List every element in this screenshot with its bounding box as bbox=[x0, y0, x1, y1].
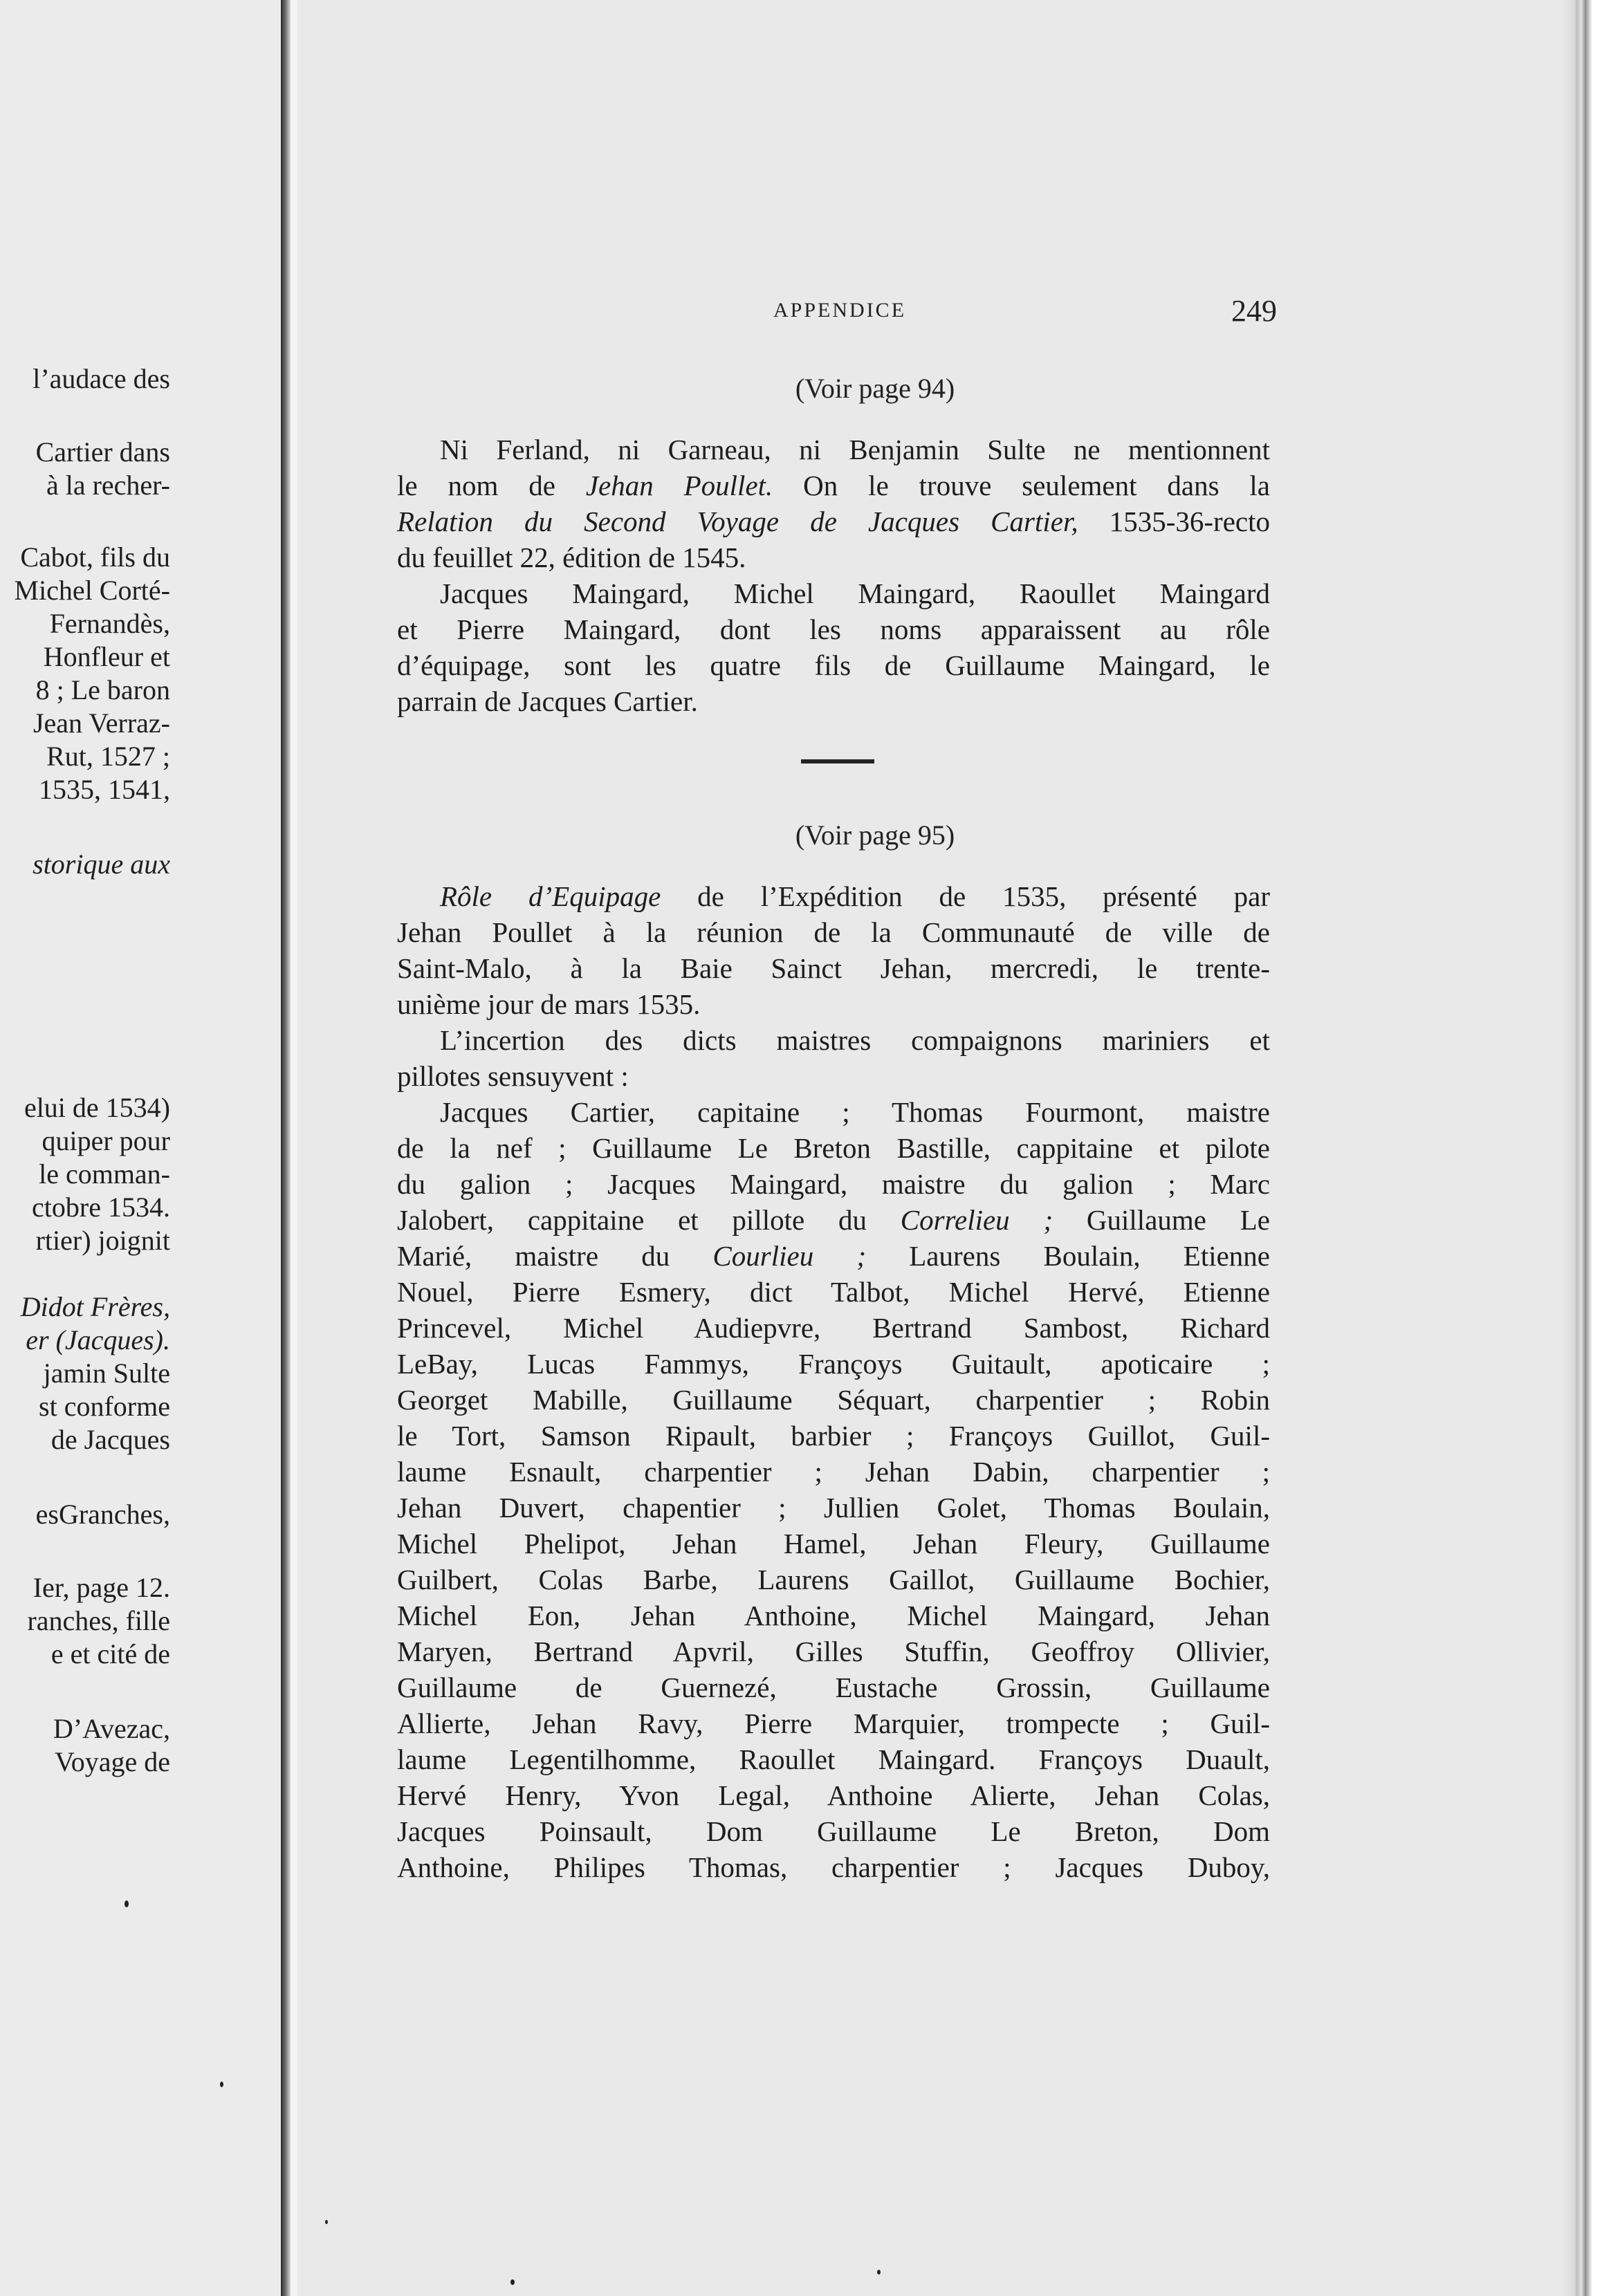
left-text-line: Ier, page 12. bbox=[33, 1572, 170, 1603]
text-line: Saint-Malo, à la Baie Sainct Jehan, mercredi, le trente- bbox=[397, 952, 1270, 984]
left-text-line: Didot Frères, bbox=[20, 1291, 170, 1322]
dust-speck bbox=[325, 2220, 328, 2224]
text-line: Jacques Poinsault, Dom Guillaume Le Breton, Dom bbox=[397, 1815, 1270, 1847]
left-text-line: elui de 1534) bbox=[24, 1092, 170, 1123]
text-line: laume Legentilhomme, Raoullet Maingard. Françoys Duault, bbox=[397, 1743, 1270, 1775]
left-text-line: Voyage de bbox=[55, 1746, 170, 1777]
text-span: le nom de bbox=[397, 470, 586, 501]
left-text-line: ranches, fille bbox=[27, 1605, 170, 1636]
text-line bbox=[397, 1202, 1270, 1238]
text-span: Jalobert, cappitaine et pillote du bbox=[397, 1204, 901, 1236]
italic-ship-name: Correlieu ; bbox=[900, 1204, 1053, 1236]
text-line bbox=[397, 467, 1270, 503]
text-span: 1535-36-recto bbox=[1078, 506, 1270, 537]
text-line bbox=[397, 1238, 1270, 1274]
text-line: laume Esnault, charpentier ; Jehan Dabin, charpentier ; bbox=[397, 1456, 1270, 1488]
left-text-line: e et cité de bbox=[50, 1638, 170, 1669]
left-text-line: à la recher- bbox=[46, 470, 170, 501]
left-text-line: Michel Corté- bbox=[14, 575, 170, 606]
text-line: LeBay, Lucas Fammys, Françoys Guitault, apoticaire ; bbox=[397, 1348, 1270, 1380]
text-line: Michel Eon, Jehan Anthoine, Michel Maingard, Jehan bbox=[397, 1600, 1270, 1631]
text-line: du galion ; Jacques Maingard, maistre du galion ; Marc bbox=[397, 1168, 1270, 1200]
left-page-fragment bbox=[0, 0, 281, 2296]
left-text-line: Cabot, fils du bbox=[20, 541, 170, 573]
text-line: Princevel, Michel Audiepvre, Bertrand Sambost, Richard bbox=[397, 1312, 1270, 1344]
text-line: Georget Mabille, Guillaume Séquart, charpentier ; Robin bbox=[397, 1384, 1270, 1416]
left-text-line: er (Jacques). bbox=[26, 1324, 170, 1355]
text-line: Anthoine, Philipes Thomas, charpentier ; Jacques Duboy, bbox=[397, 1851, 1270, 1883]
left-text-line: Honfleur et bbox=[43, 641, 170, 672]
text-span: On le trouve seulement dans la bbox=[773, 470, 1271, 501]
left-text-line: Cartier dans bbox=[35, 436, 170, 467]
left-text-line: l’audace des bbox=[33, 363, 170, 394]
italic-title: Relation du Second Voyage de Jacques Cartier, bbox=[397, 506, 1078, 537]
section-title: (Voir page 94) bbox=[795, 373, 955, 404]
left-text-line: ctobre 1534. bbox=[32, 1192, 170, 1223]
left-text-line: Jean Verraz- bbox=[33, 707, 170, 739]
text-line: Jacques Maingard, Michel Maingard, Raoullet Maingard bbox=[440, 577, 1270, 609]
left-text-line: de Jacques bbox=[50, 1424, 170, 1455]
text-line: Jacques Cartier, capitaine ; Thomas Fourmont, maistre bbox=[440, 1096, 1270, 1128]
text-line bbox=[397, 503, 1270, 539]
book-gutter-gap bbox=[291, 0, 297, 2296]
dust-speck bbox=[877, 2270, 881, 2275]
text-span: Laurens Boulain, Etienne bbox=[866, 1240, 1270, 1272]
text-line: Allierte, Jehan Ravy, Pierre Marquier, trompecte ; Guil- bbox=[397, 1707, 1270, 1739]
text-line: le Tort, Samson Ripault, barbier ; Françoys Guillot, Guil- bbox=[397, 1420, 1270, 1452]
section-title: (Voir page 95) bbox=[795, 820, 955, 851]
left-text-line: Rut, 1527 ; bbox=[46, 741, 170, 772]
dust-speck bbox=[510, 2279, 515, 2285]
text-line: Guillaume de Guernezé, Eustache Grossin, Guillaume bbox=[397, 1672, 1270, 1703]
text-line: Jehan Duvert, chapentier ; Jullien Golet, Thomas Boulain, bbox=[397, 1492, 1270, 1524]
text-line: Guilbert, Colas Barbe, Laurens Gaillot, Guillaume Bochier, bbox=[397, 1564, 1270, 1595]
italic-name: Jehan Poullet. bbox=[585, 470, 773, 501]
text-span: Guillaume Le bbox=[1053, 1204, 1270, 1236]
text-line: parrain de Jacques Cartier. bbox=[397, 685, 698, 717]
dust-speck bbox=[125, 1900, 129, 1907]
text-line: L’incertion des dicts maistres compaignons mariniers et bbox=[440, 1024, 1270, 1056]
left-text-line: storique aux bbox=[33, 849, 170, 880]
left-text-line: esGranches, bbox=[35, 1499, 170, 1530]
left-text-line: Fernandès, bbox=[49, 608, 170, 639]
text-line: d’équipage, sont les quatre fils de Guillaume Maingard, le bbox=[397, 649, 1270, 681]
text-line: Michel Phelipot, Jehan Hamel, Jehan Fleury, Guillaume bbox=[397, 1528, 1270, 1559]
left-text-line: 8 ; Le baron bbox=[35, 674, 170, 705]
left-text-line: quiper pour bbox=[42, 1125, 170, 1156]
text-line: Nouel, Pierre Esmery, dict Talbot, Michel Hervé, Etienne bbox=[397, 1276, 1270, 1308]
text-span: de l’Expédition de 1535, présenté par bbox=[661, 880, 1270, 912]
left-text-line: 1535, 1541, bbox=[39, 774, 170, 805]
italic-ship-name: Courlieu ; bbox=[712, 1240, 867, 1272]
italic-title: Rôle d’Equipage bbox=[440, 880, 661, 912]
text-line: Ni Ferland, ni Garneau, ni Benjamin Sulte ne mentionnent bbox=[440, 434, 1270, 465]
text-line: unième jour de mars 1535. bbox=[397, 988, 701, 1020]
left-text-line: jamin Sulte bbox=[43, 1358, 170, 1389]
book-gutter-shadow bbox=[281, 0, 291, 2296]
text-line: Jehan Poullet à la réunion de la Communauté de ville de bbox=[397, 916, 1270, 948]
dust-speck bbox=[220, 2082, 223, 2087]
left-text-line: le comman- bbox=[39, 1158, 170, 1189]
text-line: de la nef ; Guillaume Le Breton Bastille, cappitaine et pilote bbox=[397, 1132, 1270, 1164]
page-edge bbox=[1560, 0, 1602, 2296]
text-line: pillotes sensuyvent : bbox=[397, 1060, 629, 1092]
text-line: Hervé Henry, Yvon Legal, Anthoine Alierte, Jehan Colas, bbox=[397, 1779, 1270, 1811]
running-head: APPENDICE bbox=[773, 299, 907, 322]
text-line: et Pierre Maingard, dont les noms apparaissent au rôle bbox=[397, 613, 1270, 645]
left-text-line: st conforme bbox=[39, 1391, 170, 1422]
text-line bbox=[440, 878, 1270, 914]
left-text-line: D’Avezac, bbox=[53, 1713, 170, 1744]
left-text-line: rtier) joignit bbox=[35, 1225, 170, 1256]
page-number: 249 bbox=[1231, 294, 1277, 328]
section-divider bbox=[801, 759, 874, 763]
text-line: du feuillet 22, édition de 1545. bbox=[397, 541, 746, 573]
text-line: Maryen, Bertrand Apvril, Gilles Stuffin, Geoffroy Ollivier, bbox=[397, 1636, 1270, 1667]
text-span: Marié, maistre du bbox=[397, 1240, 713, 1272]
